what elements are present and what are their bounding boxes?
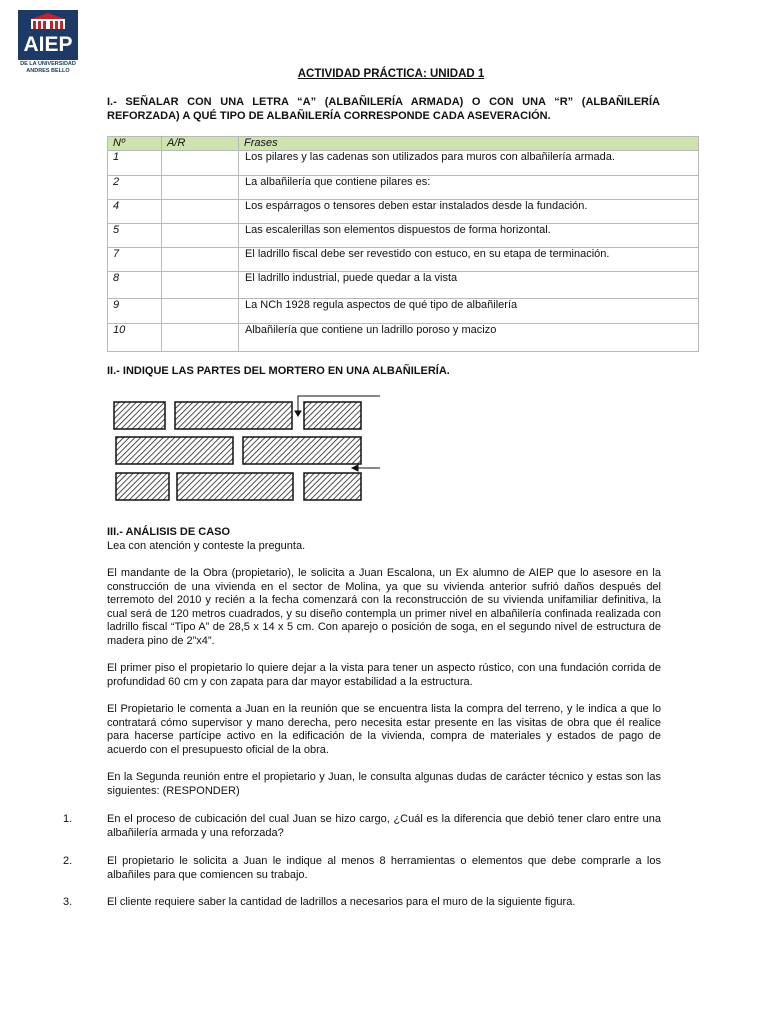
- case-paragraph-1: El mandante de la Obra (propietario), le solicita a Juan Escalona, un Ex alumno de AIEP que lo asesore en la construcción de una vivienda en el sector de Molina, ya que su vivienda anterior sufrió daños después del terremoto del 2010 y recién a la fecha comenzará con la reconstrucción de su vivienda unifamiliar definitiva, la cual será de 120 metros cuadrados, y su diseño contempla un primer nivel en albañilería confinada realizada con ladrillo fiscal “Tipo A” de 28,5 x 14 x 5 cm. Con aparejo o posición de soga, en el segundo nivel de estructura de madera pino de 2”x4”.: [107, 567, 661, 647]
- row-num: 1: [108, 151, 162, 176]
- question-number: 2.: [63, 855, 73, 867]
- row-num: 10: [108, 324, 162, 352]
- row-answer-cell[interactable]: [162, 248, 239, 272]
- aiep-logo: [18, 10, 80, 74]
- brick: [116, 473, 169, 500]
- question-number: 3.: [63, 896, 73, 908]
- brick: [304, 402, 361, 429]
- row-num: 4: [108, 200, 162, 224]
- brick: [177, 473, 293, 500]
- logo-subtitle-line2: ANDRES BELLO: [26, 67, 70, 74]
- page-title: ACTIVIDAD PRÁCTICA: UNIDAD 1: [297, 68, 485, 80]
- section3-heading: III.- ANÁLISIS DE CASO: [107, 526, 231, 538]
- pointer-arrow-horizontal-joint: [352, 465, 380, 471]
- table-row: [108, 200, 699, 224]
- table-row: [108, 324, 699, 352]
- section1-heading: I.- SEÑALAR CON UNA LETRA “A” (ALBAÑILERÍA ARMADA) O CON UNA “R” (ALBAÑILERÍA REFORZADA) A QUÉ TIPO DE ALBAÑILERÍA CORRESPONDE CADA ASEVERACIÓN.: [107, 96, 660, 122]
- row-answer-cell[interactable]: [162, 299, 239, 324]
- case-paragraph-3: El Propietario le comenta a Juan en la reunión que se encuentra lista la compra del terreno, y le indica a que lo contratará cómo supervisor y mano derecha, pero necesita estar presente en las visitas de obra que él realice para hacerse partícipe activo en la edificación de la vivienda, compra de materiales y estados de pago de acuerdo con el presupuesto oficial de la obra.: [107, 703, 661, 756]
- question-text: En el proceso de cubicación del cual Juan se hizo cargo, ¿Cuál es la diferencia que debió tener claro entre una albañilería armada y una reforzada?: [107, 813, 661, 839]
- table-row: [108, 272, 699, 299]
- row-answer-cell[interactable]: [162, 324, 239, 352]
- brick-row-middle: [116, 437, 361, 464]
- logo-emblem-icon: [31, 13, 65, 29]
- row-frase: El ladrillo industrial, puede quedar a la vista: [239, 272, 699, 299]
- row-answer-cell[interactable]: [162, 272, 239, 299]
- row-answer-cell[interactable]: [162, 200, 239, 224]
- question-text: El cliente requiere saber la cantidad de ladrillos a necesarios para el muro de la siguiente figura.: [107, 896, 576, 908]
- brick: [116, 437, 233, 464]
- row-frase: Albañilería que contiene un ladrillo poroso y macizo: [239, 324, 699, 352]
- row-num: 7: [108, 248, 162, 272]
- brick: [114, 402, 165, 429]
- table-row: [108, 248, 699, 272]
- table-row: [108, 176, 699, 200]
- row-frase: El ladrillo fiscal debe ser revestido con estuco, en su etapa de terminación.: [239, 248, 699, 272]
- question-number: 1.: [63, 813, 73, 825]
- row-num: 5: [108, 224, 162, 248]
- row-num: 9: [108, 299, 162, 324]
- case-paragraph-4: En la Segunda reunión entre el propietario y Juan, le consulta algunas dudas de carácter técnico y estas son las siguientes: (RESPONDER): [107, 771, 661, 797]
- brick: [304, 473, 361, 500]
- row-num: 8: [108, 272, 162, 299]
- table-row: [108, 299, 699, 324]
- row-num: 2: [108, 176, 162, 200]
- frases-table: [107, 136, 699, 352]
- table-row: [108, 151, 699, 176]
- row-frase: Los pilares y las cadenas son utilizados para muros con albañilería armada.: [239, 151, 699, 176]
- question-text: El propietario le solicita a Juan le indique al menos 8 herramientas o elementos que debe comprarle a los albañiles para que comiencen su trabajo.: [107, 855, 661, 881]
- header-num: Nº: [108, 137, 162, 151]
- brick: [243, 437, 361, 464]
- mortar-wall-diagram: [112, 392, 384, 504]
- logo-subtitle-line1: DE LA UNIVERSIDAD: [20, 61, 76, 67]
- case-paragraph-2: El primer piso el propietario lo quiere dejar a la vista para tener un aspecto rústico, con una fundación corrida de profundidad 60 cm y con zapata para dar mayor estabilidad a la estructura.: [107, 662, 661, 688]
- row-answer-cell[interactable]: [162, 176, 239, 200]
- header-ar: A/R: [162, 137, 239, 151]
- row-frase: Los espárragos o tensores deben estar instalados desde la fundación.: [239, 200, 699, 224]
- brick-row-bottom: [116, 473, 361, 500]
- logo-badge: [18, 10, 78, 60]
- logo-text: AIEP: [23, 33, 73, 56]
- row-frase: Las escalerillas son elementos dispuestos de forma horizontal.: [239, 224, 699, 248]
- row-answer-cell[interactable]: [162, 224, 239, 248]
- row-frase: La NCh 1928 regula aspectos de qué tipo de albañilería: [239, 299, 699, 324]
- section3-intro: Lea con atención y conteste la pregunta.: [107, 540, 306, 552]
- section2-heading: II.- INDIQUE LAS PARTES DEL MORTERO EN UNA ALBAÑILERÍA.: [107, 365, 450, 377]
- row-frase: La albañilería que contiene pilares es:: [239, 176, 699, 200]
- brick: [175, 402, 292, 429]
- brick-row-top: [114, 402, 361, 429]
- table-row: [108, 224, 699, 248]
- table-header-row: [108, 137, 699, 151]
- header-frases: Frases: [239, 137, 699, 151]
- row-answer-cell[interactable]: [162, 151, 239, 176]
